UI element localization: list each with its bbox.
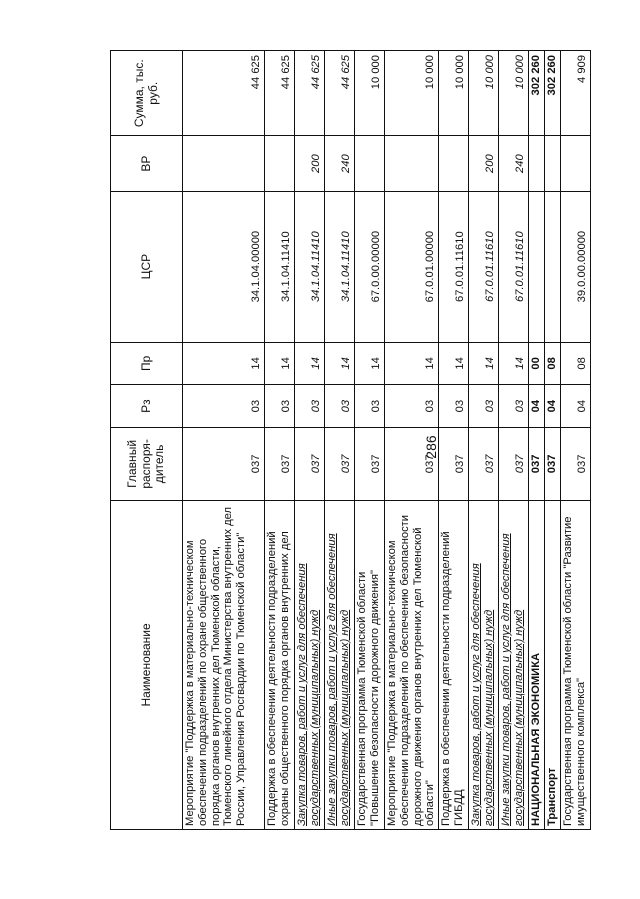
cell-csr: 67.0.01.11610 xyxy=(499,191,529,342)
cell-name xyxy=(561,500,591,829)
header-name: Наименование xyxy=(111,500,183,829)
cell-sum: 10 000 xyxy=(469,51,499,136)
cell-pr: 14 xyxy=(439,342,469,385)
cell-pr: 08 xyxy=(545,342,561,385)
cell-name xyxy=(385,500,439,829)
cell-name-text: Государственная программа Тюменской области "Развитие имущественного комплекса" xyxy=(562,516,587,826)
cell-pr: 14 xyxy=(499,342,529,385)
cell-rz: 03 xyxy=(439,385,469,428)
cell-manager: 037 xyxy=(529,427,545,500)
cell-rz: 04 xyxy=(545,385,561,428)
cell-name xyxy=(325,500,355,829)
table-row xyxy=(561,51,591,830)
cell-sum: 302 260 xyxy=(529,51,545,136)
cell-name-text: НАЦИОНАЛЬНАЯ ЭКОНОМИКА xyxy=(530,652,543,826)
cell-name xyxy=(529,500,545,829)
cell-name xyxy=(545,500,561,829)
cell-pr: 14 xyxy=(183,342,265,385)
cell-vr xyxy=(355,136,385,191)
cell-sum: 10 000 xyxy=(439,51,469,136)
cell-name-text: Транспорт xyxy=(546,767,559,826)
budget-table xyxy=(110,50,591,830)
header-sum: Сумма, тыс. руб. xyxy=(111,51,183,136)
cell-pr: 14 xyxy=(325,342,355,385)
cell-rz: 03 xyxy=(295,385,325,428)
cell-name xyxy=(499,500,529,829)
cell-pr: 14 xyxy=(385,342,439,385)
cell-vr: 240 xyxy=(325,136,355,191)
cell-rz: 04 xyxy=(529,385,545,428)
cell-rz: 03 xyxy=(469,385,499,428)
cell-name xyxy=(439,500,469,829)
table-row xyxy=(529,51,545,830)
cell-csr: 34.1.04.00000 xyxy=(183,191,265,342)
table-row xyxy=(469,51,499,830)
cell-vr: 200 xyxy=(469,136,499,191)
cell-name xyxy=(265,500,295,829)
cell-name-text: Иные закупки товаров, работ и услуг для обеспечения государственных (муниципальных) нужд xyxy=(326,533,351,826)
cell-manager: 037 xyxy=(439,427,469,500)
cell-name-text: Закупка товаров, работ и услуг для обеспечения государственных (муниципальных) нужд xyxy=(296,563,321,826)
cell-vr xyxy=(385,136,439,191)
cell-vr xyxy=(183,136,265,191)
cell-name xyxy=(295,500,325,829)
cell-manager: 037 xyxy=(355,427,385,500)
cell-sum: 302 260 xyxy=(545,51,561,136)
cell-sum: 10 000 xyxy=(499,51,529,136)
cell-name-text: Закупка товаров, работ и услуг для обеспечения государственных (муниципальных) нужд xyxy=(470,563,495,826)
table-header-row xyxy=(111,51,183,830)
cell-pr: 14 xyxy=(355,342,385,385)
table-row xyxy=(325,51,355,830)
cell-rz: 03 xyxy=(183,385,265,428)
cell-manager: 037 xyxy=(545,427,561,500)
cell-name xyxy=(355,500,385,829)
cell-vr xyxy=(265,136,295,191)
cell-vr xyxy=(545,136,561,191)
table-body xyxy=(183,51,591,830)
header-csr: ЦСР xyxy=(111,191,183,342)
cell-name-text: Мероприятие "Поддержка в материально-техническом обеспечении подразделений по обеспечению безопасности дорожного движения органов внутренних дел Тюменской области" xyxy=(386,514,437,826)
cell-manager: 037 xyxy=(385,427,439,500)
cell-manager: 037 xyxy=(561,427,591,500)
cell-manager: 037 xyxy=(469,427,499,500)
cell-rz: 03 xyxy=(355,385,385,428)
cell-vr xyxy=(439,136,469,191)
cell-sum: 10 000 xyxy=(385,51,439,136)
cell-sum: 44 625 xyxy=(295,51,325,136)
cell-pr: 14 xyxy=(469,342,499,385)
cell-csr: 67.0.00.00000 xyxy=(355,191,385,342)
cell-name-text: Иные закупки товаров, работ и услуг для обеспечения государственных (муниципальных) нужд xyxy=(500,533,525,826)
budget-table-wrapper xyxy=(110,50,589,830)
cell-sum: 44 625 xyxy=(265,51,295,136)
table-row xyxy=(265,51,295,830)
cell-manager: 037 xyxy=(183,427,265,500)
cell-sum: 4 909 xyxy=(561,51,591,136)
cell-manager: 037 xyxy=(325,427,355,500)
cell-csr: 39.0.00.00000 xyxy=(561,191,591,342)
cell-pr: 08 xyxy=(561,342,591,385)
table-row xyxy=(545,51,561,830)
header-pr: Пр xyxy=(111,342,183,385)
cell-csr: 34.1.04.11410 xyxy=(265,191,295,342)
cell-csr: 67.0.01.11610 xyxy=(469,191,499,342)
cell-sum: 44 625 xyxy=(183,51,265,136)
cell-vr xyxy=(529,136,545,191)
cell-vr: 240 xyxy=(499,136,529,191)
cell-name xyxy=(469,500,499,829)
cell-csr: 67.0.01.11610 xyxy=(439,191,469,342)
cell-csr: 67.0.01.00000 xyxy=(385,191,439,342)
cell-vr xyxy=(561,136,591,191)
cell-name-text: Мероприятие "Поддержка в материально-техническом обеспечении подразделений по охране общественного порядка органов внутренних дел Тюменской области, Тюменского линейного отдела Министерства внутренних дел России, Управления Росгвардии по Тюменской области" xyxy=(184,506,248,826)
cell-pr: 14 xyxy=(265,342,295,385)
cell-name-text: Поддержка в обеспечении деятельности подразделений ГИБДД xyxy=(440,531,465,826)
cell-csr: 34.1.04.11410 xyxy=(295,191,325,342)
cell-rz: 04 xyxy=(561,385,591,428)
cell-name xyxy=(183,500,265,829)
header-rz: Рз xyxy=(111,385,183,428)
cell-rz: 03 xyxy=(325,385,355,428)
cell-pr: 14 xyxy=(295,342,325,385)
header-manager: Главный распоря-дитель xyxy=(111,427,183,500)
cell-name-text: Поддержка в обеспечении деятельности подразделений охраны общественного порядка органов внутренних дел xyxy=(266,531,291,826)
cell-sum: 10 000 xyxy=(355,51,385,136)
table-row xyxy=(183,51,265,830)
cell-csr xyxy=(529,191,545,342)
cell-manager: 037 xyxy=(499,427,529,500)
table-row xyxy=(355,51,385,830)
cell-vr: 200 xyxy=(295,136,325,191)
header-vr: ВР xyxy=(111,136,183,191)
table-row xyxy=(295,51,325,830)
cell-csr xyxy=(545,191,561,342)
cell-rz: 03 xyxy=(499,385,529,428)
cell-rz: 03 xyxy=(265,385,295,428)
cell-manager: 037 xyxy=(265,427,295,500)
table-row xyxy=(499,51,529,830)
cell-name-text: Государственная программа Тюменской области "Повышение безопасности дорожного движения" xyxy=(356,569,381,826)
cell-csr: 34.1.04.11410 xyxy=(325,191,355,342)
table-row xyxy=(385,51,439,830)
cell-rz: 03 xyxy=(385,385,439,428)
page-number: 286 xyxy=(423,435,439,459)
cell-manager: 037 xyxy=(295,427,325,500)
cell-sum: 44 625 xyxy=(325,51,355,136)
cell-pr: 00 xyxy=(529,342,545,385)
table-row xyxy=(439,51,469,830)
